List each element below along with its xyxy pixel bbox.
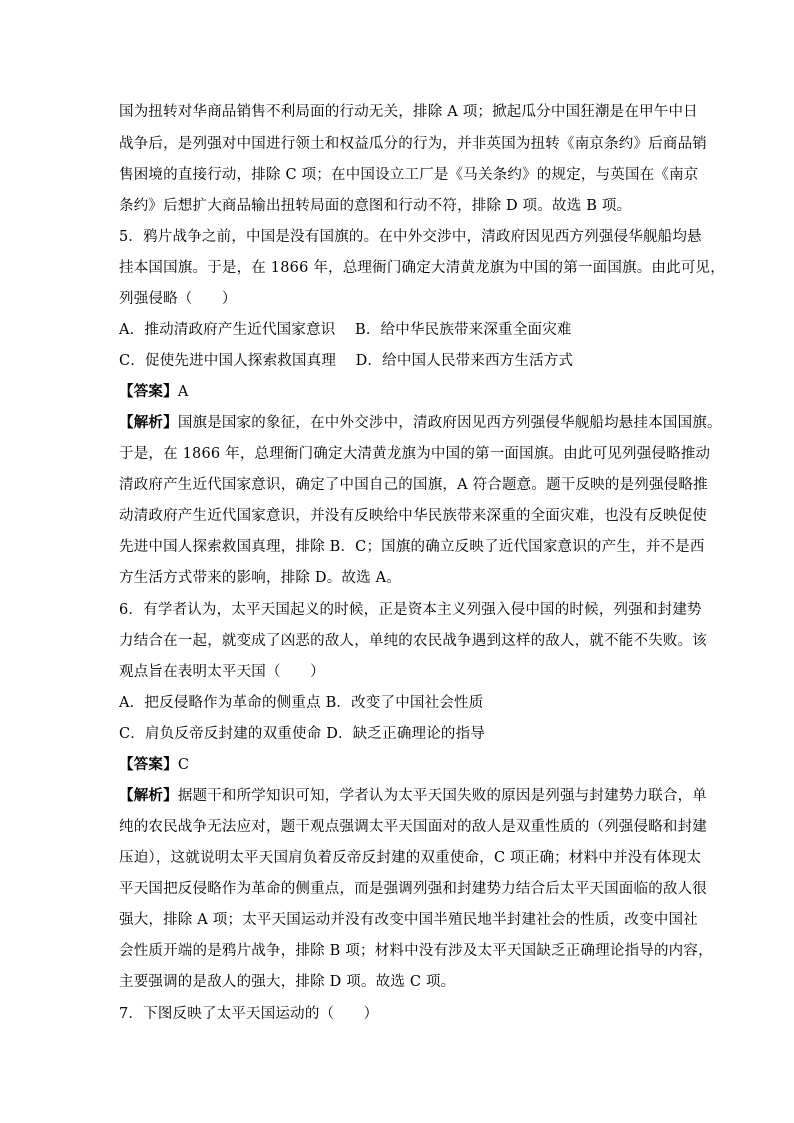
q5-analysis-line-4: 动清政府产生近代国家意识，并没有反映给中华民族带来深重的全面灾难，也没有反映促使 <box>119 508 707 524</box>
q6-stem-line-2: 力结合在一起，就变成了凶恶的敌人，单纯的农民战争遇到这样的敌人，就不能不失败。该 <box>119 633 707 649</box>
q5-analysis-label: 【解析】 <box>119 414 178 431</box>
q5-analysis-line-3: 清政府产生近代国家意识，确定了中国自己的国旗，A 符合题意。题干反映的是列强侵略推 <box>119 477 708 493</box>
q5-analysis-line-1 <box>119 413 722 433</box>
q6-answer-label: 【答案】 <box>119 756 178 773</box>
q6-analysis-line-6: 会性质开端的是鸦片战争，排除 B 项；材料中没有涉及太平天国缺乏正确理论指导的内容， <box>119 943 713 959</box>
q6-analysis-first: 据题干和所学知识可知，学者认为太平天国失败的原因是列强与封建势力联合，单 <box>177 788 708 804</box>
q5-stem-line-3: 列强侵略（ ） <box>119 291 237 307</box>
q6-stem-line-3: 观点旨在表明太平天国（ ） <box>119 664 325 680</box>
q5-options-line-1: A．推动清政府产生近代国家意识 B．给中华民族带来深重全面灾难 <box>119 322 572 338</box>
q5-analysis-first: 国旗是国家的象征，在中外交涉中，清政府因见西方列强侵华舰船均悬挂本国国旗。 <box>177 415 722 431</box>
q5-options-line-2: C．促使先进中国人探索救国真理 D．给中国人民带来西方生活方式 <box>119 353 574 369</box>
q5-answer-value: A <box>177 384 189 400</box>
prev-explanation-line-4: 条约》后想扩大商品输出扭转局面的意图和行动不符，排除 D 项。故选 B 项。 <box>119 198 632 214</box>
q6-options-line-1: A．把反侵略作为革命的侧重点 B．改变了中国社会性质 <box>119 695 484 711</box>
q5-answer <box>119 382 188 402</box>
q5-analysis-line-2: 于是，在 1866 年，总理衙门确定大清黄龙旗为中国的第一面国旗。由此可见列强侵略推动 <box>119 446 711 462</box>
prev-explanation-line-1: 国为扭转对华商品销售不利局面的行动无关，排除 A 项；掀起瓜分中国狂潮是在甲午中日 <box>119 104 698 120</box>
q6-stem-line-1: 6．有学者认为，太平天国起义的时候，正是资本主义列强入侵中国的时候，列强和封建势 <box>119 602 702 618</box>
q5-stem-line-1: 5．鸦片战争之前，中国是没有国旗的。在中外交涉中，清政府因见西方列强侵华舰船均悬 <box>119 229 702 245</box>
q6-analysis-line-4: 平天国把反侵略作为革命的侧重点，而是强调列强和封建势力结合后太平天国面临的敌人很 <box>119 881 707 897</box>
prev-explanation-line-3: 售困境的直接行动，排除 C 项；在中国设立工厂是《马关条约》的规定，与英国在《南京 <box>119 167 699 183</box>
q6-answer <box>119 755 189 775</box>
q6-analysis-line-5: 强大，排除 A 项；太平天国运动并没有改变中国半殖民地半封建社会的性质，改变中国社 <box>119 912 698 928</box>
q5-answer-label: 【答案】 <box>119 383 178 400</box>
q6-options-line-2: C．肩负反帝反封建的双重使命 D．缺乏正确理论的指导 <box>119 726 486 742</box>
q6-analysis-line-7: 主要强调的是敌人的强大，排除 D 项。故选 C 项。 <box>119 974 456 990</box>
prev-explanation-line-2: 战争后，是列强对中国进行领土和权益瓜分的行为，并非英国为扭转《南京条约》后商品销 <box>119 136 707 152</box>
q7-stem: 7．下图反映了太平天国运动的（ ） <box>119 1006 379 1022</box>
q6-answer-value: C <box>177 757 190 773</box>
q5-analysis-line-6: 方生活方式带来的影响，排除 D。故选 A。 <box>119 570 402 586</box>
q6-analysis-label: 【解析】 <box>119 787 178 804</box>
q5-stem-line-2: 挂本国国旗。于是，在 1866 年，总理衙门确定大清黄龙旗为中国的第一面国旗。由此可见， <box>119 260 725 276</box>
q6-analysis-line-3: 压迫），这就说明太平天国肩负着反帝反封建的双重使命，C 项正确；材料中并没有体现太 <box>119 850 702 866</box>
q5-analysis-line-5: 先进中国人探索救国真理，排除 B．C；国旗的确立反映了近代国家意识的产生，并不是西 <box>119 539 705 555</box>
q6-analysis-line-2: 纯的农民战争无法应对，题干观点强调太平天国面对的敌人是双重性质的（列强侵略和封建 <box>119 819 707 835</box>
q6-analysis-line-1 <box>119 786 707 806</box>
